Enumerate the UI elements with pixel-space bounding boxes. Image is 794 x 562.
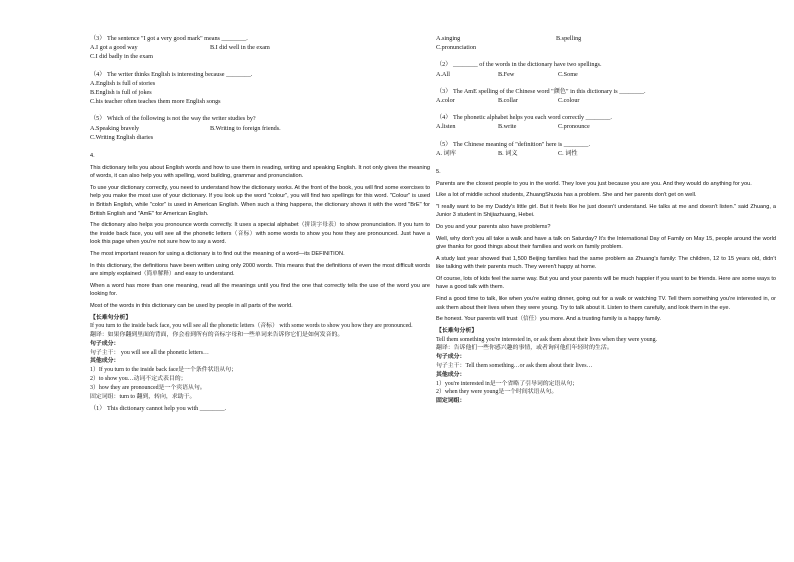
- question-5-options: [436, 149, 776, 158]
- passage-paragraph: Find a good time to talk, like when you're eating dinner, going out for a walk or watching TV. Tell them something you're interested in, or ask them about their lives when they were young. Try to talk about it. Listen to them carefully, and look them in the eye.: [436, 296, 776, 311]
- analysis-title: 【长难句分析】: [436, 327, 478, 334]
- analysis-sentence: If you turn to the inside back face, you will see all the phonetic letters（音标） with some words to show you how they are pronounced.: [90, 323, 413, 330]
- passage-paragraph: Be honest. Your parents will trust（信任）you more. And a trusting family is a happy family.: [436, 316, 661, 323]
- right-column: [436, 34, 776, 406]
- option-b: B. 词义: [498, 149, 518, 157]
- other-component: 2）when they were young是一个时间状语从句。: [436, 389, 558, 396]
- analysis-sentence: Tell them something you're interested in, or ask them about their lives when they were young.: [436, 336, 658, 343]
- option-c: C.his teacher often teaches them more English songs: [90, 98, 221, 106]
- section-number: 4.: [90, 153, 95, 159]
- other-component: 3）how they are pronounced是一个宾语从句。: [90, 384, 206, 391]
- option-a: A.English is full of stories: [90, 79, 156, 87]
- passage-paragraph: The dictionary also helps you pronounce words correctly. It uses a special alphabet（拼读字母表）to show pronunciation. If you turn to the inside back face, you will see all the phonetic letters（音标）with some words to show you how they are pronounced. Just have a look this page when you're not sure how to say a word.: [90, 222, 430, 246]
- passage-paragraph: A study last year showed that 1,500 Beijing families had the same problem as Zhuang's family: The children, 12 to 15 years old, didn't like talking with their parents much. They weren't happy at home.: [436, 255, 776, 271]
- passage-paragraph: Like a lot of middle school students, ZhuangShuxia has a problem. She and her parents don't get on well.: [436, 192, 697, 199]
- passage-paragraph: In this dictionary, the definitions have been written using only 2000 words. This means that the definitions of even the most difficult words are simply explained（简单解释）and easy to understand.: [90, 262, 430, 278]
- question-2-stem: （2） ________ of the words in the dictionary have two spellings.: [436, 61, 602, 69]
- section-number: 5.: [436, 168, 441, 175]
- fixed-phrases: 固定词组：turn to 翻到，转向，求助于。: [90, 393, 196, 400]
- passage-paragraph: Parents are the closest people to you in the world. They love you just because you are you. And they would do anything for you.: [436, 180, 752, 187]
- analysis-translation: 翻译：如果你翻到里面的背面，你会看到所有的音标字母和一些单词来告诉你它们是如何发音的。: [90, 332, 344, 339]
- question-3-stem: （3） The sentence "I got a very good mark" means ________.: [90, 35, 248, 42]
- option-a: A.All: [436, 70, 450, 78]
- option-c: C. 词性: [558, 149, 578, 157]
- main-clause: 句子主干： you will see all the phonetic letters…: [90, 349, 209, 356]
- main-clause: 句子主干：Tell them something…or ask them about their lives…: [436, 363, 593, 370]
- option-a: A.Speaking bravely: [90, 124, 140, 132]
- option-b: B.write: [498, 123, 517, 131]
- analysis-title: 【长难句分析】: [90, 314, 132, 321]
- option-b: B.I did well in the exam: [210, 44, 270, 52]
- question-3-options: [436, 96, 776, 105]
- option-c: C.pronounce: [558, 123, 590, 131]
- option-a: A.listen: [436, 123, 456, 131]
- option-c: C.Some: [558, 70, 578, 78]
- question-1-stem: （1） This dictionary cannot help you with ________.: [90, 405, 227, 413]
- option-c: C.I did badly in the exam: [90, 53, 153, 61]
- passage-paragraph: This dictionary tells you about English words and how to use them in reading, writing and speaking English. It not only gives the meaning of words, it can also help you with spelling, word building, grammar and pronunciation.: [90, 164, 430, 180]
- components-label: 句子成分：: [436, 354, 466, 361]
- question-2-options: [436, 70, 776, 79]
- option-b: B.Writing to foreign friends.: [210, 124, 281, 132]
- option-a: A.I got a good way: [90, 44, 138, 52]
- passage-paragraph: The most important reason for using a dictionary is to find out the meaning of a word—its DEFINITION.: [90, 250, 345, 257]
- option-b: B.collar: [498, 96, 518, 104]
- left-column: [90, 34, 430, 414]
- question-1-options: [436, 34, 776, 43]
- fixed-phrases: 固定词组：: [436, 398, 466, 405]
- other-label: 其他成分：: [436, 371, 466, 378]
- option-a: A.color: [436, 96, 455, 104]
- option-a: A. 词库: [436, 149, 456, 157]
- question-3-options: [90, 43, 430, 52]
- question-4-stem: （4） The phonetic alphabet helps you each word correctly ________.: [436, 114, 612, 122]
- passage-paragraph: To use your dictionary correctly, you need to understand how the dictionary works. At the front of the book, you will find some exercises to help you make the most use of your dictionary. If you look up the word "colour", you will find two spellings for this word. "Colour" is used in British English, while "color" is used in American English. When such a thing happens, the dictionary shows it with the word "BrE" for British English and "AmE" for American English.: [90, 184, 430, 217]
- components-label: 句子成分：: [90, 340, 120, 347]
- passage-paragraph: Well, why don't you all take a walk and have a talk on Saturday? It's the International Day of Family on May 15, people around the world give thanks for good things about their families and work on family problem.: [436, 235, 776, 251]
- option-a: A.singing: [436, 35, 461, 42]
- question-4-stem: （4） The writer thinks English is interesting because ________.: [90, 70, 253, 78]
- other-component: 1）If you turn to the inside back face是一个条件状语从句；: [90, 367, 238, 374]
- passage-paragraph: Of course, lots of kids feel the same way. But you and your parents will be much happier if you want to be friends. Here are some ways to have a good talk with them.: [436, 275, 776, 291]
- question-5-stem: （5） The Chinese meaning of "definition" here is ________.: [436, 140, 591, 148]
- passage-paragraph: Most of the words in this dictionary can be used by people in all parts of the world.: [90, 302, 293, 309]
- passage-paragraph: When a word has more than one meaning, read all the meanings until you find the one that correctly tells the use of the word you are looking for.: [90, 282, 430, 298]
- other-label: 其他成分：: [90, 358, 120, 365]
- analysis-translation: 翻译：告诉他们一些你感兴趣的事情，或者询问他们年轻时的生活。: [436, 345, 613, 352]
- passage-paragraph: "I really want to be my Daddy's little girl. But it feels like he just doesn't understand. He talks at me and doesn't listen." said Zhuang, a Junior 3 student in Shijiazhuang, Hebei.: [436, 203, 776, 219]
- option-b: B.Few: [498, 70, 515, 78]
- question-3-stem: （3） The AmE spelling of the Chinese word "颜色" in this dictionary is ________.: [436, 87, 646, 95]
- other-component: 2）to show you…动词不定式表目的；: [90, 376, 187, 383]
- question-5-stem: （5） Which of the following is not the way the writer studies by?: [90, 115, 256, 123]
- option-b: B.spelling: [556, 35, 582, 42]
- other-component: 1）you're interested in是一个省略了引导词的定语从句；: [436, 380, 579, 387]
- question-4-options: [436, 122, 776, 131]
- option-c: C.Writing English diaries: [90, 133, 154, 141]
- option-c: C.colour: [558, 96, 580, 104]
- option-c: C.pronunciation: [436, 44, 477, 52]
- passage-paragraph: Do you and your parents also have problems?: [436, 223, 551, 230]
- option-b: B.English is full of jokes: [90, 89, 152, 96]
- question-5-options: [90, 124, 430, 133]
